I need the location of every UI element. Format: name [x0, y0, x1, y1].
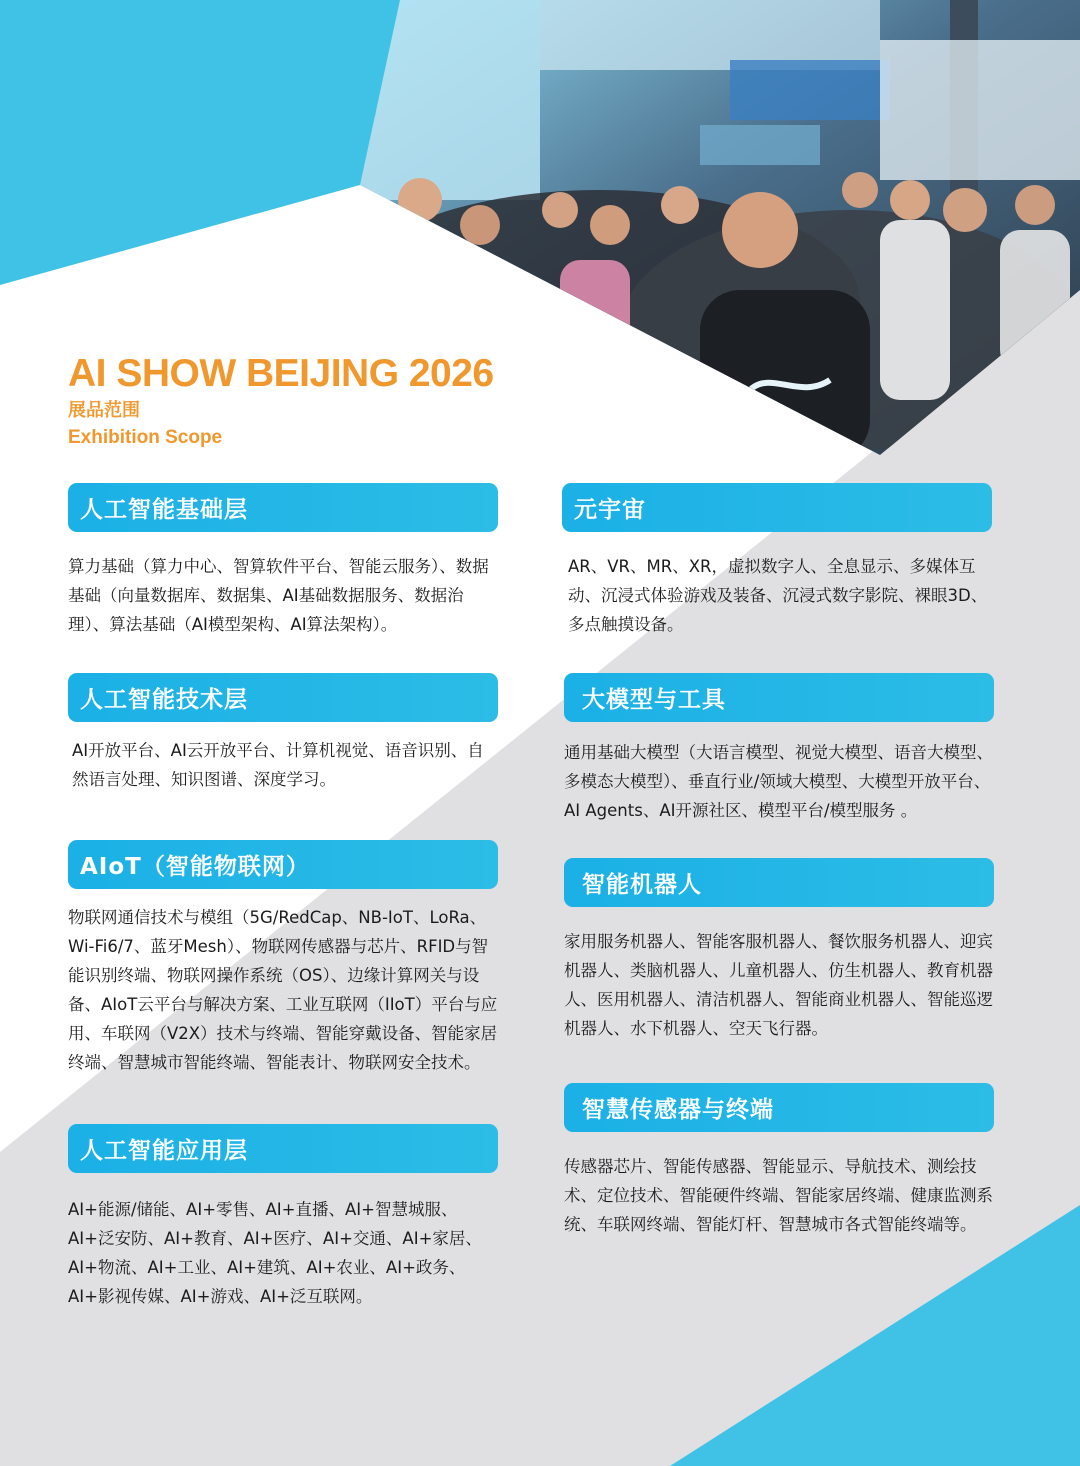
page-subtitle-cn: 展品范围	[68, 400, 140, 421]
section-body: 算力基础（算力中心、智算软件平台、智能云服务）、数据基础（向量数据库、数据集、AI基础数据服务、数据治理）、算法基础（AI模型架构、AI算法架构）。	[68, 557, 489, 634]
section-title: 智慧传感器与终端	[582, 1097, 774, 1123]
section-title: 人工智能技术层	[80, 687, 248, 713]
section-large-models	[564, 673, 994, 825]
section-header-pill	[68, 673, 498, 722]
section-header-pill	[564, 1083, 994, 1132]
section-body: AI开放平台、AI云开放平台、计算机视觉、语音识别、自然语言处理、知识图谱、深度学习。	[72, 741, 484, 789]
title-block	[68, 350, 494, 452]
section-robots	[564, 858, 994, 1043]
section-metaverse	[562, 483, 992, 639]
page-title: AI SHOW BEIJING 2026	[68, 352, 494, 395]
page-subtitle-en: Exhibition Scope	[68, 427, 223, 448]
section-header-pill	[564, 858, 994, 907]
section-body: 传感器芯片、智能传感器、智能显示、导航技术、测绘技术、定位技术、智能硬件终端、智能家居终端、健康监测系统、车联网终端、智能灯杆、智慧城市各式智能终端等。	[564, 1157, 993, 1234]
section-header-pill	[68, 1124, 498, 1173]
section-sensors	[564, 1083, 994, 1239]
section-header-pill	[562, 483, 992, 532]
section-body: 通用基础大模型（大语言模型、视觉大模型、语音大模型、多模态大模型）、垂直行业/领域大模型、大模型开放平台、AI Agents、AI开源社区、模型平台/模型服务 。	[564, 743, 993, 820]
section-aiot	[68, 840, 498, 1077]
section-title: 元宇宙	[574, 497, 646, 523]
section-ai-technology	[68, 673, 498, 794]
section-header-pill	[564, 673, 994, 722]
section-body: 家用服务机器人、智能客服机器人、餐饮服务机器人、迎宾机器人、类脑机器人、儿童机器人、仿生机器人、教育机器人、医用机器人、清洁机器人、智能商业机器人、智能巡逻机器人、水下机器人、空天飞行器。	[564, 932, 993, 1038]
section-title: 智能机器人	[582, 872, 702, 898]
section-header-pill	[68, 840, 498, 889]
section-title: 人工智能基础层	[80, 497, 248, 523]
section-title: 大模型与工具	[582, 687, 726, 713]
section-ai-foundation	[68, 483, 498, 639]
section-ai-application	[68, 1124, 498, 1311]
section-body: AI+能源/储能、AI+零售、AI+直播、AI+智慧城服、AI+泛安防、AI+教育、AI+医疗、AI+交通、AI+家居、AI+物流、AI+工业、AI+建筑、AI+农业、AI+政务、AI+影视传媒、AI+游戏、AI+泛互联网。	[68, 1200, 482, 1306]
section-header-pill	[68, 483, 498, 532]
section-body: 物联网通信技术与模组（5G/RedCap、NB-IoT、LoRa、Wi-Fi6/7、蓝牙Mesh）、物联网传感器与芯片、RFID与智能识别终端、物联网操作系统（OS）、边缘计算网关与设备、AIoT云平台与解决方案、工业互联网（IIoT）平台与应用、车联网（V2X）技术与终端、智能穿戴设备、智能家居终端、智慧城市智能终端、智能表计、物联网安全技术。	[68, 908, 498, 1072]
section-body: AR、VR、MR、XR，虚拟数字人、全息显示、多媒体互动、沉浸式体验游戏及装备、沉浸式数字影院、裸眼3D、多点触摸设备。	[568, 557, 988, 634]
section-title: 人工智能应用层	[80, 1138, 248, 1164]
section-title: AIoT（智能物联网）	[80, 854, 310, 880]
